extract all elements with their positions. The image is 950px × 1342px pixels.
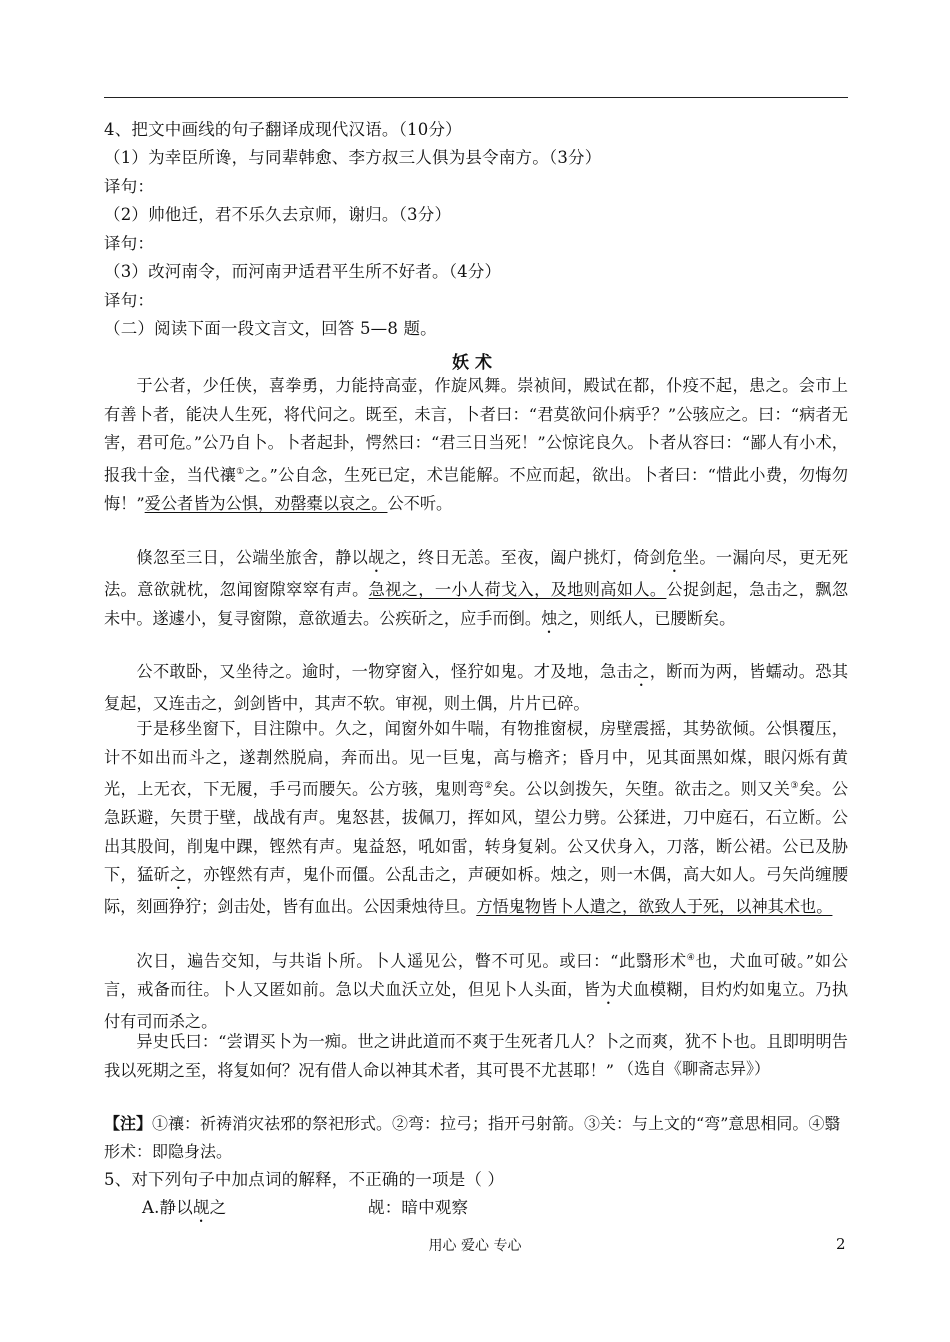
underlined-sentence-3: 方悟鬼物皆卜人遣之，欲致人于死，以神其术也。: [476, 897, 833, 917]
p4-text-c: 矣。公急跃避，矢贯于壁，战战有声。鬼怒甚，拔佩刀，挥如风，望公力劈。公猱进，刀中庭石，石立断。公出其股间，削鬼中踝，铿然有声。鬼益怒，吼如雷，转身复剁。公又伏身入，刀落，断公裙。公已及胁下，猛斫: [104, 779, 849, 885]
p2-text-a: 倏忽至三日，公端坐旅舍，静以: [136, 548, 369, 567]
q5-dotted-word: 觇: [192, 1198, 210, 1217]
dotted-word-zhi-2: 之: [170, 865, 187, 885]
passage-title: 妖术: [452, 353, 498, 373]
p4-text-a: 于是移坐窗下，目注隙中。久之，闻窗外如牛喘，有物推窗棂，房壁震摇，其势欲倾。公惧覆压，计不如出而斗之，遂剨然脱扃，奔而出。见一巨鬼，高与檐齐；昏月中，见其面黑如煤，眼闪烁有黄光，上无衣，下无履，手弓而腰矢。公方骇，鬼则弯: [104, 719, 848, 799]
p2-text-e: 公捉剑起，急击之，飘忽未中。遂遽小，复寻窗隙，意欲遁去。公疾斫之，应手而倒。: [104, 580, 849, 628]
paragraph-6: 异史氏曰：“尝谓买卜为一痴。世之讲此道而不爽于生死者几人？卜之而爽，犹不卜也。且即明明告我以死期之至，将复如何？况有借人命以神其术者，其可畏不尤甚耶！”: [104, 1032, 848, 1080]
q5-option-a-tail: 之: [209, 1198, 227, 1217]
notes-label: 【注】: [104, 1114, 153, 1133]
p2-text-f: 之，则纸人，已腰断矣。: [557, 608, 736, 628]
dotted-word-wei-2: 为: [600, 979, 617, 999]
paragraph-1: [104, 372, 848, 518]
section-2-intro: （二）阅读下面一段文言文，回答 5—8 题。: [104, 319, 437, 338]
footnote-ref-4: ④: [686, 953, 696, 963]
annotation-notes: [104, 1110, 848, 1166]
p4-text-b: 矣。公以剑拨矢，矢堕。欲击之。则又关: [492, 779, 791, 799]
dotted-word-zhu: 烛: [541, 608, 558, 628]
q5-option-a-explanation: 觇：暗中观察: [368, 1198, 469, 1217]
q4-sentence-3: （3）改河南令，而河南尹适君平生所不好者。（4分）: [104, 262, 502, 281]
paragraph-4: [104, 715, 848, 922]
dotted-word-zhi-1: 之: [633, 662, 650, 681]
q4-sentence-1: （1）为幸臣所谗，与同辈韩愈、李方叔三人俱为县令南方。（3分）: [104, 148, 602, 167]
source-citation: （选自《聊斋志异》）: [618, 1059, 771, 1078]
notes-text: ①禳：祈祷消灾祛邪的祭祀形式。②弯：拉弓；指开弓射箭。③关：与上文的“弯”意思相同。④翳形术：即隐身法。: [104, 1114, 841, 1161]
paragraph-5: [104, 944, 848, 1037]
p3-text-a: 公不敢卧，又坐待之。逾时，一物穿窗入，怪狞如鬼。才及地，急击: [136, 662, 634, 681]
q4-sentence-2: （2）帅他迁，君不乐久去京师，谢归。（3分）: [104, 205, 452, 224]
p2-text-c: 坐。一漏向尽，更无死法。意欲就枕，忽闻窗隙窣窣有声。: [104, 548, 849, 599]
q4-answer-1-label: 译句：: [104, 177, 155, 196]
q4-answer-3-label: 译句：: [104, 291, 155, 310]
question-4-header: 4、把文中画线的句子翻译成现代汉语。（10分）: [104, 120, 462, 139]
p5-text-b: 也，犬血可破。”如公言，戒备而往。卜人又匿如前。急以犬血沃立处，但见卜人头面，皆: [104, 951, 848, 999]
p3-text-b: ，断而为两，皆蠕动。恐其复起，又连击之，剑剑皆中，其声不软。审视，则土偶，片片已碎。: [104, 662, 849, 713]
dotted-word-wei: 危: [666, 548, 683, 567]
p1-text-a: 于公者，少任侠，喜拳勇，力能持高壶，作旋风舞。崇祯间，殿试在都，仆疫不起，患之。会市上有善卜者，能决人生死，将代问之。既至，未言，卜者曰：“君莫欲问仆病乎？”公骇应之。曰：“病者无害，君可危。”公乃自卜。卜者起卦，愕然曰：“君三日当死！”公惊诧良久。卜者从容曰：“鄙人有小术，报我十金，当代禳: [104, 376, 848, 485]
page-number: 2: [836, 1235, 846, 1253]
page-footer: 用心 爱心 专心: [428, 1238, 522, 1254]
footnote-ref-3: ③: [790, 781, 799, 792]
underlined-sentence-2: 急视之，一小人荷戈入，及地则高如人。: [368, 580, 667, 599]
q5-option-a: [142, 1198, 226, 1226]
p5-text-a: 次日，遍告交知，与共诣卜所。卜人遥见公，瞥不可见。或曰：“此翳形术: [136, 951, 687, 971]
p4-text-e: ，亦铿然有声，鬼仆而僵。公乱击之，声硬如柝。烛之，则一木偶，高大如人。弓矢尚缠腰际，刻画狰狞；剑击处，皆有血出。公因秉烛待旦。: [104, 865, 849, 917]
p1-text-c: 公不听。: [387, 493, 453, 513]
footnote-ref-1: ①: [236, 466, 245, 477]
q5-option-a-text: A.静以: [142, 1198, 193, 1217]
p5-text-c: 犬血模糊，目灼灼如鬼立。乃执付有司而杀之。: [104, 979, 849, 1031]
header-rule: [104, 97, 848, 98]
footnote-ref-2: ②: [484, 781, 493, 792]
q4-answer-2-label: 译句：: [104, 234, 155, 253]
p2-text-b: 之，终日无恙。至夜，阖户挑灯，倚剑: [384, 548, 667, 567]
dotted-word-chan: 觇: [368, 548, 385, 567]
underlined-sentence-1: 爱公者皆为公惧，劝罄橐以哀之。: [144, 493, 388, 513]
paragraph-3: [104, 658, 848, 719]
paragraph-2: [104, 544, 848, 637]
p1-text-b: 之。”公自念，生死已定，术岂能解。不应而起，欲出。卜者曰：“惜此小费，勿悔勿悔！”: [104, 465, 849, 513]
question-5-header: 5、对下列句子中加点词的解释，不正确的一项是（ ）: [104, 1170, 505, 1189]
